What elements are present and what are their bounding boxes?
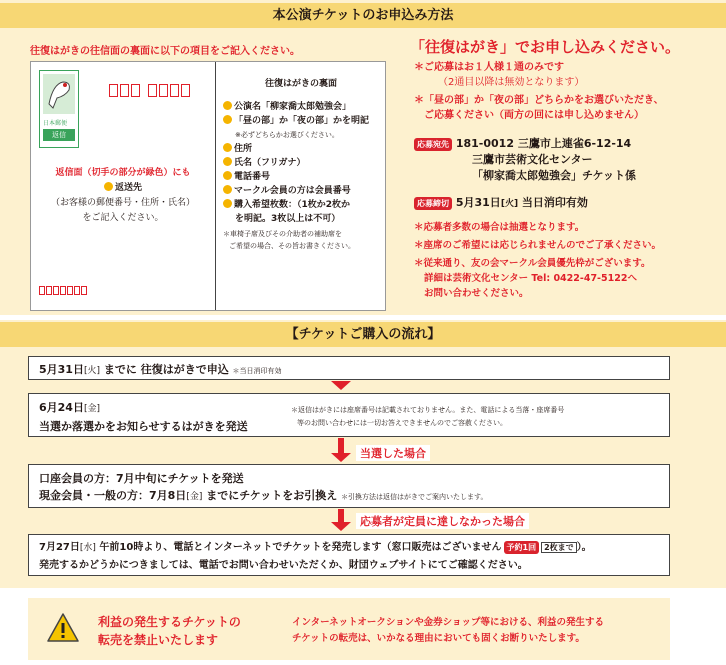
warning-title-2: 転売を禁止いたします: [98, 633, 219, 647]
step-2-note: [291, 404, 564, 430]
note-4: ＊座席のご希望には応じられませんのでご了承ください。: [414, 240, 662, 251]
step-3-line-2b: までにチケットをお引換え: [206, 489, 338, 502]
zip-code-boxes: [109, 84, 190, 97]
step-2-text: 当選か落選かをお知らせするはがきを発送: [39, 420, 248, 433]
step-1: 5月31日[火] までに 往復はがきで申込 ＊当日消印有効: [28, 356, 670, 380]
back-item-5: 電話番号: [234, 172, 271, 182]
warning-text: [292, 615, 604, 647]
note-3: ＊応募者多数の場合は抽選となります。: [414, 222, 585, 233]
step-4-date: 7月27日: [39, 542, 80, 553]
address-tag: 応募宛先: [414, 138, 452, 151]
step-4: 7月27日[水] 午前10時より、電話とインターネットでチケットを発売します（窓口販売はございません 予約1回 2枚まで ）。 発売するかどうかにつきましては、電話でお問い合わせいただくか、財団ウェブサイトにてご確認ください。: [28, 534, 670, 576]
back-item-4: 氏名（フリガナ）: [234, 158, 306, 168]
back-item-7-sub: を明記。3枚以上は不可）: [235, 214, 341, 224]
condition-won: 当選した場合: [356, 445, 430, 461]
note-5c: お問い合わせください。: [424, 288, 529, 299]
warning-text-1: インターネットオークションや金券ショップ等における、利益の発生する: [292, 617, 604, 628]
flow-connector: [338, 438, 344, 454]
step-3: 口座会員の方：7月中旬にチケットを発送 現金会員・一般の方：7月8日[金] までにチケットをお引換え ＊引換方法は返信はがきでご案内いたします。: [28, 464, 670, 508]
bullet-icon: [104, 182, 113, 191]
back-item-2-sub: ※必ずどちらかお選びください。: [235, 131, 339, 139]
deadline-day: 火: [504, 199, 514, 209]
sender-zip-boxes: [39, 286, 87, 295]
application-header: 本公演チケットのお申込み方法: [0, 3, 726, 28]
step-3-line-2a: 現金会員・一般の方：7月8日: [39, 489, 187, 502]
address-line-3: 「柳家喬太郎勉強会」チケット係: [472, 169, 637, 182]
wheelchair-note-a: ＊車椅子席及びその介助者の補助席を: [223, 230, 342, 238]
step-2-date: 6月24日: [39, 401, 84, 414]
note-2a: ＊「昼の部」か「夜の部」どちらかをお選びいただき、: [414, 95, 664, 106]
back-item-7: 購入希望枚数：（1枚か2枚か: [234, 200, 351, 210]
note-1b: （2通目以降は無効となります）: [438, 77, 585, 88]
step-4-text: 午前10時より、電話とインターネットでチケットを発売します（窓口販売はございません: [99, 542, 502, 553]
back-item-1: 公演名「柳家喬太郎勉強会」: [234, 102, 352, 112]
reply-note-c: をご記入ください。: [82, 213, 164, 223]
warning-text-2: チケットの転売は、いかなる理由においても固くお断りいたします。: [292, 633, 585, 644]
deadline-date: 5月31日: [455, 196, 501, 209]
bird-icon: [43, 74, 75, 114]
step-2-note-1: ＊返信はがきには座席番号は記載されておりません。また、電話による当落・座席番号: [291, 406, 565, 414]
notes-bottom: [414, 220, 719, 301]
step-3-day: 金: [189, 492, 199, 502]
note-5b: 詳細は芸術文化センター Tel: 0422-47-5122へ: [424, 273, 637, 284]
reply-item: 返送先: [114, 183, 142, 193]
address-block: [414, 136, 636, 184]
address-line-1: 181-0012 三鷹市上連雀6-12-14: [455, 137, 632, 150]
address-line-2: 三鷹市芸術文化センター: [472, 153, 593, 166]
reply-note-a: 返信面（切手の部分が緑色）にも: [55, 168, 191, 178]
step-3-note: ＊引換方法は返信はがきでご案内いたします。: [341, 493, 488, 501]
purchase-flow-header: 【チケットご購入の流れ】: [0, 322, 726, 347]
deadline: 応募締切 5月31日[火] 当日消印有効: [414, 194, 588, 210]
reply-instructions: [43, 166, 203, 226]
warning-icon: [46, 611, 80, 645]
step-2: 6月24日[金] 当選か落選かをお知らせするはがきを発送 ＊返信はがきには座席番号は記載されておりません。また、電話による当落・座席番号 等のお問い合わせには一切お答えできませんのでご容赦ください。: [28, 393, 670, 437]
note-2b: ご応募ください（両方の回には申し込めません）: [424, 110, 644, 121]
back-title: 往復はがきの裏面: [264, 79, 337, 89]
deadline-tag: 応募締切: [414, 197, 452, 210]
step-1-text: までに 往復はがきで申込: [103, 363, 229, 376]
step-1-day: 火: [87, 366, 97, 376]
step-1-date: 5月31日: [39, 363, 84, 376]
reply-note-b: （お客様の郵便番号・住所・氏名）: [50, 198, 195, 208]
back-item-6: マークル会員の方は会員番号: [234, 186, 351, 196]
back-items: [223, 100, 383, 252]
headline: 「往復はがき」でお申し込みください。: [410, 38, 681, 56]
flow-connector: [338, 509, 344, 523]
note-1: ＊ご応募はお１人様１通のみです: [414, 62, 564, 73]
notes-top: [414, 60, 714, 123]
step-3-line-1: 口座会員の方：7月中旬にチケットを発送: [39, 472, 244, 485]
deadline-post: 当日消印有効: [521, 196, 588, 209]
postcard-fold-line: [215, 62, 216, 310]
step-2-note-2: 等のお問い合わせには一切お答えできませんのでご容赦ください。: [297, 419, 507, 427]
warning-title-1: 利益の発生するチケットの: [98, 615, 241, 629]
warning-title: [98, 613, 241, 649]
note-5: ＊従来通り、友の会マークル会員優先枠がございます。: [414, 258, 651, 269]
step-4-line-2: 発売するかどうかにつきましては、電話でお問い合わせいただくか、財団ウェブサイトにてご確認ください。: [39, 560, 528, 571]
postcard-illustration: [30, 61, 386, 311]
intro-text: 往復はがきの往信面の裏面に以下の項目をご記入ください。: [30, 46, 300, 57]
arrow-icon: [331, 453, 351, 462]
step-4-close: ）。: [576, 542, 592, 553]
wheelchair-note-b: ご希望の場合、その旨お書きください。: [229, 242, 355, 250]
arrow-icon: [331, 381, 351, 390]
arrow-icon: [331, 522, 351, 531]
limit-value: 2枚まで: [541, 542, 577, 553]
condition-not-full: 応募者が定員に達しなかった場合: [356, 513, 529, 529]
stamp-label: 返信: [43, 129, 75, 141]
back-item-2: 「昼の部」か「夜の部」かを明記: [234, 116, 370, 126]
step-1-note: ＊当日消印有効: [232, 367, 282, 375]
step-4-day: 水: [83, 543, 93, 553]
limit-tag: 予約1回: [504, 541, 540, 554]
stamp-country: 日本郵便: [43, 120, 68, 127]
back-item-3: 住所: [234, 144, 253, 154]
stamp: [39, 70, 79, 148]
step-2-day: 金: [87, 404, 97, 414]
